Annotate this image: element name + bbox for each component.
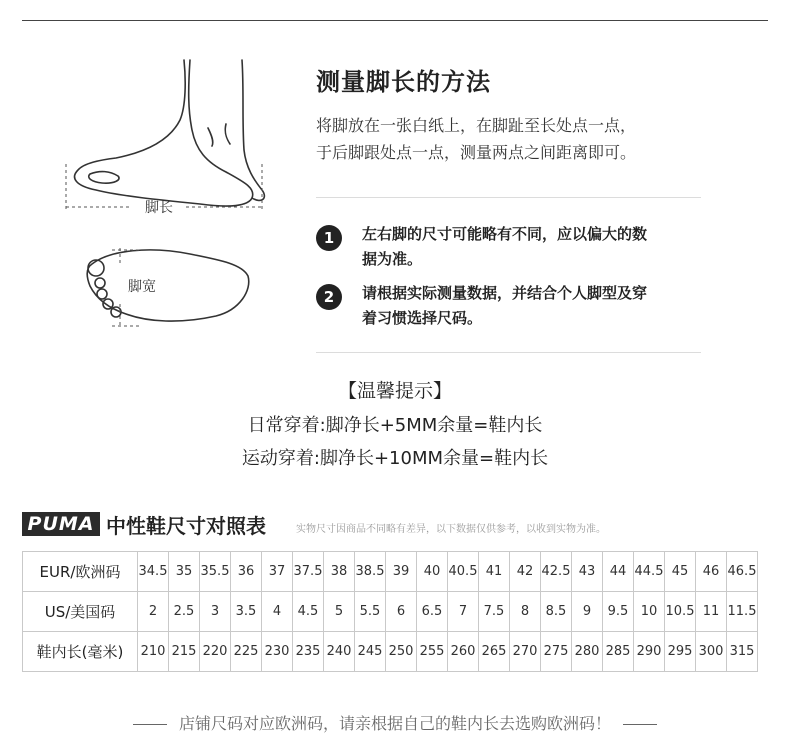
table-cell: 5 — [324, 592, 355, 632]
table-cell: 245 — [355, 632, 386, 672]
table-cell: 260 — [448, 632, 479, 672]
table-cell: 40 — [417, 552, 448, 592]
table-cell: 270 — [510, 632, 541, 672]
foot-width-label: 脚宽 — [128, 279, 156, 295]
table-cell: 37 — [262, 552, 293, 592]
table-row-header: US/美国码 — [23, 592, 138, 632]
table-cell: 3.5 — [231, 592, 262, 632]
table-cell: 255 — [417, 632, 448, 672]
table-cell: 9 — [572, 592, 603, 632]
tips-daily: 日常穿着:脚净长+5MM余量=鞋内长 — [247, 415, 543, 436]
note-text — [362, 222, 712, 272]
table-cell: 11.5 — [727, 592, 758, 632]
table-row — [23, 592, 758, 632]
foot-measure-illustration — [30, 50, 290, 340]
table-cell: 11 — [696, 592, 727, 632]
section-divider — [316, 197, 701, 198]
table-cell: 265 — [479, 632, 510, 672]
table-cell: 225 — [231, 632, 262, 672]
table-cell: 210 — [138, 632, 169, 672]
table-row-header: 鞋内长(毫米) — [23, 632, 138, 672]
note-text-line: 据为准。 — [362, 250, 423, 268]
table-cell: 2 — [138, 592, 169, 632]
table-cell: 38.5 — [355, 552, 386, 592]
table-cell: 290 — [634, 632, 665, 672]
size-chart-disclaimer: 实物尺寸因商品不同略有差异，以下数据仅供参考，以收到实物为准。 — [296, 524, 606, 535]
size-table — [22, 551, 758, 672]
table-cell: 250 — [386, 632, 417, 672]
table-cell: 35 — [169, 552, 200, 592]
table-cell: 36 — [231, 552, 262, 592]
table-cell: 280 — [572, 632, 603, 672]
table-cell: 9.5 — [603, 592, 634, 632]
tips-title: 【温馨提示】 — [337, 380, 452, 402]
table-cell: 41 — [479, 552, 510, 592]
guide-description — [316, 112, 716, 166]
note-text — [362, 281, 712, 331]
table-row — [23, 552, 758, 592]
table-cell: 300 — [696, 632, 727, 672]
tips-sport: 运动穿着:脚净长+10MM余量=鞋内长 — [241, 448, 549, 469]
table-cell: 6.5 — [417, 592, 448, 632]
footer-text: 店铺尺码对应欧洲码，请亲根据自己的鞋内长去选购欧洲码！ — [178, 714, 611, 733]
table-cell: 8 — [510, 592, 541, 632]
table-cell: 6 — [386, 592, 417, 632]
table-cell: 4 — [262, 592, 293, 632]
section-divider — [316, 352, 701, 353]
table-cell: 7.5 — [479, 592, 510, 632]
table-cell: 35.5 — [200, 552, 231, 592]
footer-dash-right — [623, 724, 657, 725]
table-cell: 10.5 — [665, 592, 696, 632]
note-text-line: 请根据实际测量数据，并结合个人脚型及穿 — [362, 284, 648, 302]
guide-desc-line-2: 于后脚跟处点一点，测量两点之间距离即可。 — [316, 143, 637, 162]
table-cell: 44.5 — [634, 552, 665, 592]
table-cell: 215 — [169, 632, 200, 672]
table-cell: 5.5 — [355, 592, 386, 632]
brand-logo: PUMA — [22, 512, 100, 536]
table-cell: 38 — [324, 552, 355, 592]
table-cell: 220 — [200, 632, 231, 672]
note-number-badge: 2 — [316, 284, 342, 310]
table-cell: 42.5 — [541, 552, 572, 592]
table-cell: 315 — [727, 632, 758, 672]
footer-note — [0, 711, 790, 734]
foot-length-label: 脚长 — [145, 200, 173, 216]
table-cell: 235 — [293, 632, 324, 672]
guide-desc-line-1: 将脚放在一张白纸上，在脚趾至长处点一点， — [316, 116, 637, 135]
table-cell: 230 — [262, 632, 293, 672]
table-cell: 37.5 — [293, 552, 324, 592]
table-cell: 4.5 — [293, 592, 324, 632]
table-cell: 39 — [386, 552, 417, 592]
table-row — [23, 632, 758, 672]
table-cell: 295 — [665, 632, 696, 672]
top-divider — [22, 20, 768, 21]
table-cell: 45 — [665, 552, 696, 592]
table-cell: 275 — [541, 632, 572, 672]
table-cell: 240 — [324, 632, 355, 672]
table-row-header: EUR/欧洲码 — [23, 552, 138, 592]
note-number-badge: 1 — [316, 225, 342, 251]
table-cell: 44 — [603, 552, 634, 592]
table-cell: 2.5 — [169, 592, 200, 632]
table-cell: 7 — [448, 592, 479, 632]
table-cell: 42 — [510, 552, 541, 592]
table-cell: 34.5 — [138, 552, 169, 592]
table-cell: 10 — [634, 592, 665, 632]
table-cell: 40.5 — [448, 552, 479, 592]
guide-title: 测量脚长的方法 — [316, 68, 491, 96]
table-cell: 43 — [572, 552, 603, 592]
note-text-line: 着习惯选择尺码。 — [362, 309, 483, 327]
footer-dash-left — [133, 724, 167, 725]
table-cell: 46.5 — [727, 552, 758, 592]
table-cell: 46 — [696, 552, 727, 592]
size-chart-title: 中性鞋尺寸对照表 — [106, 514, 266, 538]
note-text-line: 左右脚的尺寸可能略有不同，应以偏大的数 — [362, 225, 648, 243]
table-cell: 285 — [603, 632, 634, 672]
table-cell: 8.5 — [541, 592, 572, 632]
table-cell: 3 — [200, 592, 231, 632]
